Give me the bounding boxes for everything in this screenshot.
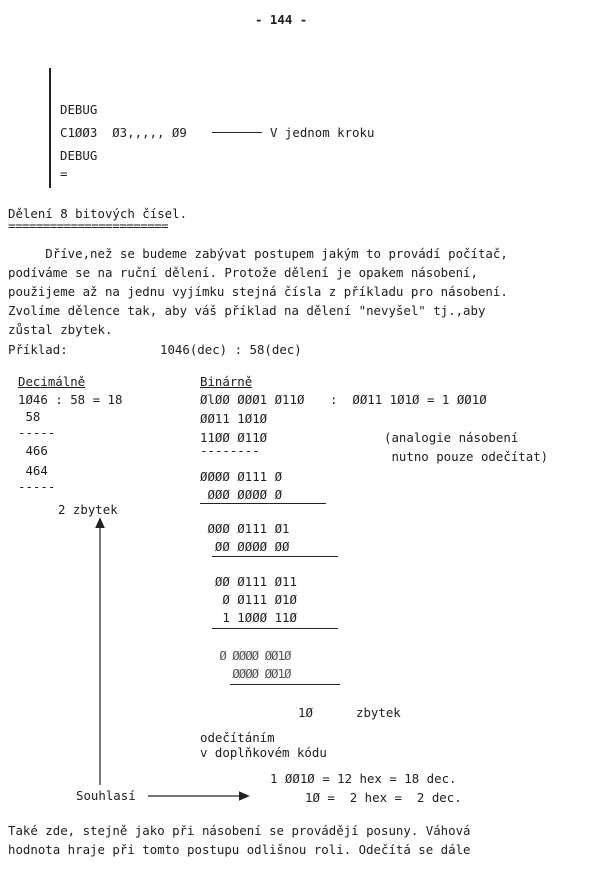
page-number: - 144 - — [255, 12, 308, 27]
binary-heading: Binárně — [200, 374, 253, 389]
binary-remainder-value: 1Ø — [298, 705, 313, 720]
binary-row-5: ØØØ ØØØØ Ø — [200, 487, 283, 502]
decimal-separator-2: ----- — [18, 479, 56, 494]
intro-line: použijeme až na jednu vyjímku stejná čísla z příkladu pro násobení. — [8, 284, 508, 299]
debug-line-2-address: C1ØØ3 Ø3,,,,, Ø9 — [60, 125, 187, 140]
binary-remainder-label: zbytek — [356, 705, 401, 720]
closing-line: Také zde, stejně jako při násobení se provádějí posuny. Váhová — [8, 823, 471, 838]
agree-label: Souhlasí — [76, 788, 136, 803]
binary-separator: -------- — [200, 443, 260, 458]
subtraction-note-1: odečítáním — [200, 730, 275, 745]
debug-line-1: DEBUG — [60, 102, 98, 117]
intro-line: podíváme se na ruční dělení. Protože dělení je opakem násobení, — [8, 265, 478, 280]
binary-row-7: ØØ ØØØØ ØØ — [200, 539, 290, 554]
decimal-line-2: 58 — [18, 409, 41, 424]
binary-row-10: 1 1ØØØ 11Ø — [200, 610, 297, 625]
intro-line: Dříve,než se budeme zabývat postupem jakým to provádí počítač, — [8, 246, 508, 261]
agree-result-2: 1Ø = 2 hex = 2 dec. — [305, 790, 462, 805]
binary-row-11: Ø ØØØØ ØØ1Ø — [200, 648, 291, 663]
agree-result-1: 1 ØØ1Ø = 12 hex = 18 dec. — [270, 771, 457, 786]
debug-line-2-note: V jednom kroku — [270, 125, 375, 140]
decimal-line-3: 466 — [18, 443, 48, 458]
binary-note-2: nutno pouze odečítat) — [384, 449, 549, 464]
decimal-line-4: 464 — [18, 463, 48, 478]
section-title: Dělení 8 bitových čísel. — [8, 206, 188, 221]
decimal-heading: Decimálně — [18, 374, 86, 389]
decimal-separator-1: ----- — [18, 425, 56, 440]
example-label: Příklad: — [8, 342, 68, 357]
closing-line: hodnota hraje při tomto postupu odlišnou roli. Odečítá se dále — [8, 842, 471, 857]
decimal-remainder: 2 zbytek — [58, 502, 118, 517]
subtraction-note-2: v doplňkovém kódu — [200, 745, 327, 760]
binary-row-3: 11ØØ Ø11Ø — [200, 430, 268, 445]
example-expression: 1046(dec) : 58(dec) — [160, 342, 302, 357]
decimal-line-1: 1Ø46 : 58 = 18 — [18, 392, 123, 407]
binary-row-1: ØlØØ ØØØ1 Ø11Ø — [200, 392, 305, 407]
binary-row-2: ØØ11 1Ø1Ø — [200, 411, 268, 426]
binary-note-1: (analogie násobení — [384, 430, 519, 445]
section-title-rule: ======================= — [8, 218, 169, 233]
binary-row-12: ØØØØ ØØ1Ø — [200, 666, 291, 681]
binary-row-9: Ø Ø111 Ø1Ø — [200, 592, 297, 607]
binary-row-1-result: : ØØ11 1Ø1Ø = 1 ØØ1Ø — [330, 392, 487, 407]
intro-line: zůstal zbytek. — [8, 322, 113, 337]
binary-row-8: ØØ Ø111 Ø11 — [200, 574, 297, 589]
debug-line-4: = — [60, 166, 68, 181]
binary-row-6: ØØØ Ø111 Ø1 — [200, 521, 290, 536]
debug-line-3: DEBUG — [60, 148, 98, 163]
intro-line: Zvolíme dělence tak, aby váš příklad na dělení "nevyšel" tj.,aby — [8, 303, 486, 318]
binary-row-4: ØØØØ Ø111 Ø — [200, 469, 283, 484]
